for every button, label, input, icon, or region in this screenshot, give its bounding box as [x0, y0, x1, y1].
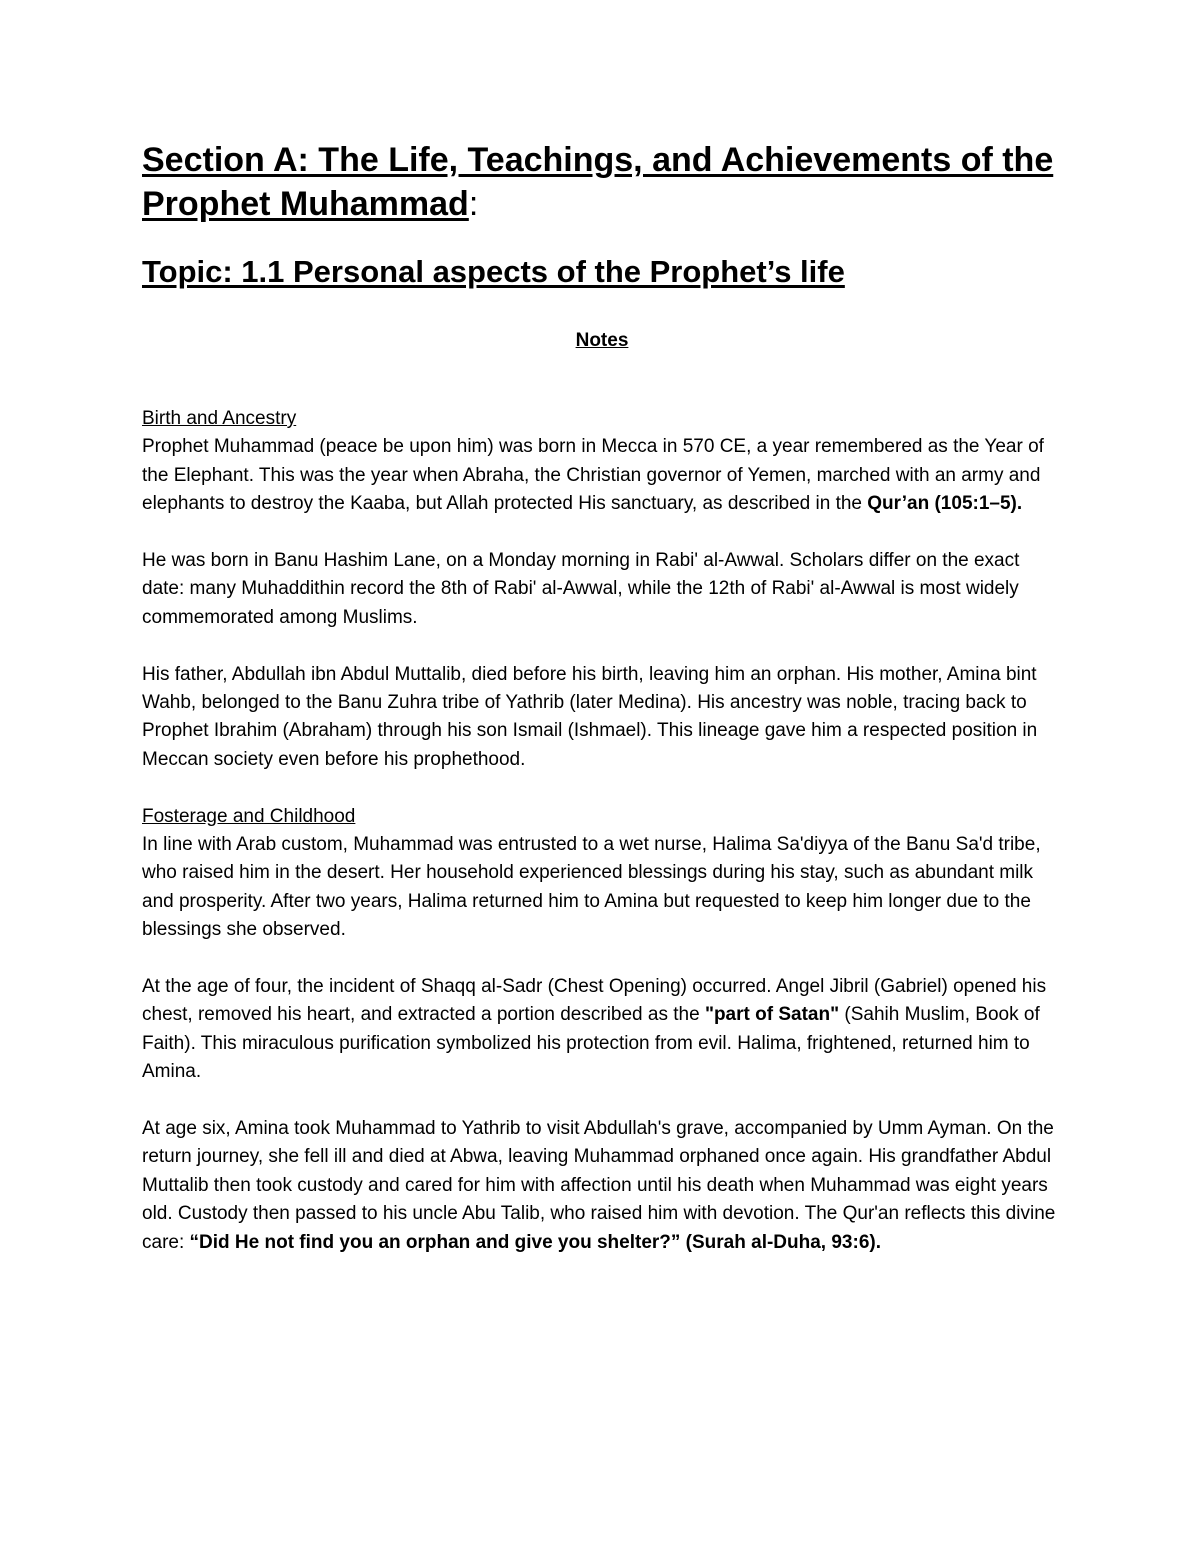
fosterage-paragraph-2-text-a: At the age of four, the incident of Shaqq al-Sadr (Chest Opening) occurred. Angel Jibril (Gabriel) opened his chest, removed his heart, and extracted a portion described as the [142, 976, 1047, 1026]
birth-paragraph-1 [142, 433, 1062, 518]
part-of-satan-quote: "part of Satan" [704, 1004, 840, 1026]
fosterage-heading: Fosterage and Childhood [142, 805, 356, 827]
birth-paragraph-2: He was born in Banu Hashim Lane, on a Monday morning in Rabi' al-Awwal. Scholars differ on the exact date: many Muhaddithin record the 8th of Rabi' al-Awwal, while the 12th of Rabi' al-Awwal is most widely commemorated among Muslims. [142, 550, 1020, 628]
birth-paragraph-3: His father, Abdullah ibn Abdul Muttalib, died before his birth, leaving him an orphan. His mother, Amina bint Wahb, belonged to the Banu Zuhra tribe of Yathrib (later Medina). His ancestry was noble, tracing back to Prophet Ibrahim (Abraham) through his son Ismail (Ishmael). This lineage gave him a respected position in Meccan society even before his prophethood. [142, 663, 1038, 770]
quran-reference: Qur’an (105:1–5). [867, 493, 1023, 515]
topic-title: Topic: 1.1 Personal aspects of the Prophet’s life [142, 254, 845, 289]
notes-heading: Notes [575, 330, 629, 351]
fosterage-paragraph-2 [142, 973, 1062, 1087]
birth-and-ancestry-heading: Birth and Ancestry [142, 408, 297, 429]
fosterage-paragraph-3 [142, 1115, 1062, 1257]
birth-paragraph-1-text: Prophet Muhammad (peace be upon him) was born in Mecca in 570 CE, a year remembered as the Year of the Elephant. This was the year when Abraha, the Christian governor of Yemen, marched with an army and elephants to destroy the Kaaba, but Allah protected His sanctuary, as described in the [142, 436, 1044, 515]
surah-al-duha-quote: “Did He not find you an orphan and give you shelter?” (Surah al-Duha, 93:6). [189, 1231, 881, 1253]
document-page [142, 138, 1062, 1257]
fosterage-paragraph-3-text: At age six, Amina took Muhammad to Yathrib to visit Abdullah's grave, accompanied by Umm Ayman. On the return journey, she fell ill and died at Abwa, leaving Muhammad orphaned once again. His grandfather Abdul Muttalib then took custody and cared for him with affection until his death when Muhammad was eight years old. Custody then passed to his uncle Abu Talib, who raised him with devotion. The Qur'an reflects this divine care: [142, 1118, 1056, 1253]
fosterage-paragraph-2-text-b: (Sahih Muslim, Book of Faith). This miraculous purification symbolized his protection from evil. Halima, frightened, returned him to Amina. [142, 1004, 1040, 1083]
section-title [142, 138, 1062, 226]
fosterage-paragraph-1: In line with Arab custom, Muhammad was entrusted to a wet nurse, Halima Sa'diyya of the Banu Sa'd tribe, who raised him in the desert. Her household experienced blessings during his stay, such as abundant milk and prosperity. After two years, Halima returned him to Amina but requested to keep him longer due to the blessings she observed. [142, 834, 1041, 941]
section-title-colon: : [468, 185, 479, 223]
section-title-text: Section A: The Life, Teachings, and Achievements of the Prophet Muhammad [142, 141, 1054, 223]
